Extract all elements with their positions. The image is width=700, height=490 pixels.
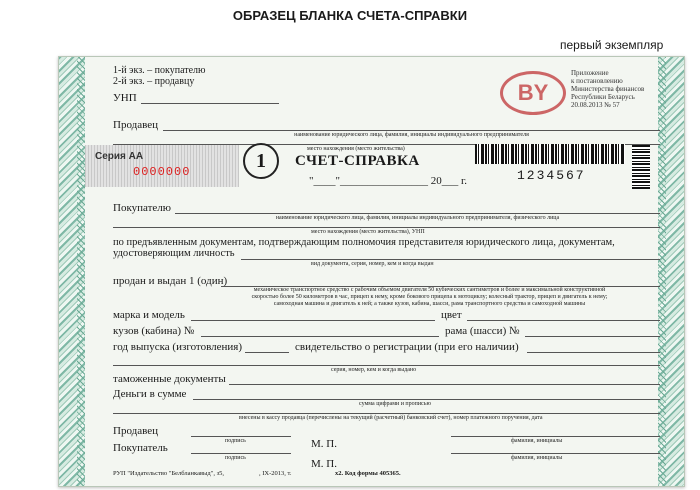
seller-hint: наименование юридического лица, фамилия, инициалы индивидуального предпринимателя: [294, 132, 529, 138]
reg-field[interactable]: [527, 352, 660, 353]
unp-label: УНП: [113, 92, 137, 104]
buyer-label: Покупателю: [113, 202, 172, 214]
vehicle-hint-2: скоростью более 50 километров в час, прицеп к нему, кроме бокового прицепа к мотоциклу; колесный трактор, прицеп и двигатель к нему;: [251, 294, 608, 300]
payment-hint: внесены в кассу продавца (перечислены на текущий (расчетный) банковский счет), номер платежного поручения, дата: [239, 415, 543, 421]
color-label: цвет: [441, 309, 462, 321]
frame-field[interactable]: [525, 336, 660, 337]
copy-1-label: 1-й экз. – покупателю: [113, 65, 206, 76]
seller-stamp: М. П.: [311, 438, 337, 450]
buyer-location-hint: место нахождения (место жительства), УНП: [311, 229, 425, 235]
buyer-sign-hint: подпись: [225, 455, 246, 461]
body-field[interactable]: [201, 336, 439, 337]
buyer-sign-label: Покупатель: [113, 442, 168, 454]
series-block: [85, 145, 239, 187]
appendix-note: Приложение к постановлению Министерства финансов Республики Беларусь 20.08.2013 № 57: [571, 69, 645, 109]
id-document-field[interactable]: [241, 259, 660, 260]
buyer-stamp: М. П.: [311, 458, 337, 470]
body-label: кузов (кабина) №: [113, 325, 195, 337]
page-title: ОБРАЗЕЦ БЛАНКА СЧЕТА-СПРАВКИ: [232, 8, 468, 23]
buyer-field[interactable]: [175, 213, 660, 214]
make-label: марка и модель: [113, 309, 185, 321]
by-logo: BY: [500, 71, 566, 115]
footer-order: , IX-2013, т.: [259, 470, 292, 477]
buyer-name-field[interactable]: [451, 453, 660, 454]
vehicle-hint-3: самоходная машина и двигатель к ней; а также кузов, кабина, шасси, рама транспортного средства и самоходной машины: [273, 301, 586, 307]
year-field[interactable]: [245, 352, 289, 353]
document-title: СЧЕТ-СПРАВКА: [295, 153, 420, 169]
frame-label: рама (шасси) №: [445, 325, 520, 337]
docs-line-1: по предъявленным документам, подтверждающим полномочия представителя юридического лица, документам,: [113, 237, 615, 248]
copy-number-badge: 1: [243, 143, 279, 179]
seller-sign-label: Продавец: [113, 425, 159, 437]
color-field[interactable]: [467, 320, 660, 321]
seller-sign-hint: подпись: [225, 438, 246, 444]
series-label: Серия АА: [95, 151, 144, 162]
sum-field[interactable]: [193, 399, 660, 400]
footer-printer: РУП "Издательство "Белбланкавыд", з5,: [113, 470, 225, 477]
series-number: 0000000: [133, 165, 191, 179]
barcode-number: 1234567: [517, 168, 586, 183]
sum-label: Деньги в сумме: [113, 388, 187, 400]
year-label: год выпуска (изготовления): [113, 341, 242, 353]
barcode: [475, 144, 625, 164]
seller-label: Продавец: [113, 119, 159, 131]
customs-field[interactable]: [229, 384, 660, 385]
right-security-strip: [658, 57, 684, 486]
vertical-barcode: [632, 145, 650, 189]
buyer-signature-field[interactable]: [191, 453, 291, 454]
invoice-form: [58, 56, 685, 487]
seller-name-hint: фамилия, инициалы: [511, 438, 563, 444]
seller-signature-field[interactable]: [191, 436, 291, 437]
reg-hint: серия, номер, кем и когда выдано: [331, 367, 417, 373]
copy-label: первый экземпляр: [560, 38, 664, 52]
make-field[interactable]: [191, 320, 435, 321]
seller-location-hint: место нахождения (место жительства): [307, 146, 405, 152]
customs-label: таможенные документы: [113, 373, 226, 385]
date-field[interactable]: "____"________________ 20___ г.: [309, 175, 468, 187]
buyer-hint: наименование юридического лица, фамилия, инициалы индивидуального предпринимателя, физического лица: [275, 215, 560, 221]
footer-code: х2. Код формы 405365.: [335, 470, 401, 477]
buyer-location-field[interactable]: [113, 227, 660, 228]
buyer-name-hint: фамилия, инициалы: [511, 455, 563, 461]
unp-field[interactable]: [141, 103, 279, 104]
copy-2-label: 2-й экз. – продавцу: [113, 76, 195, 87]
docs-line-2: удостоверяющим личность: [113, 248, 235, 259]
reg-field-2[interactable]: [113, 365, 660, 366]
seller-name-field[interactable]: [451, 436, 660, 437]
sum-hint: сумма цифрами и прописью: [359, 401, 431, 407]
docs-hint: вид документа, серия, номер, кем и когда выдан: [311, 261, 434, 267]
sold-label: продан и выдан 1 (один): [113, 275, 228, 287]
left-security-strip: [59, 57, 85, 486]
sum-field-2[interactable]: [113, 413, 660, 414]
reg-label: свидетельство о регистрации (при его наличии): [295, 341, 519, 353]
vehicle-hint-1: механическое транспортное средство с рабочим объемом двигателя 50 кубических сантиметров и более и максимальной конструктивной: [253, 287, 606, 293]
seller-field[interactable]: [163, 130, 660, 131]
